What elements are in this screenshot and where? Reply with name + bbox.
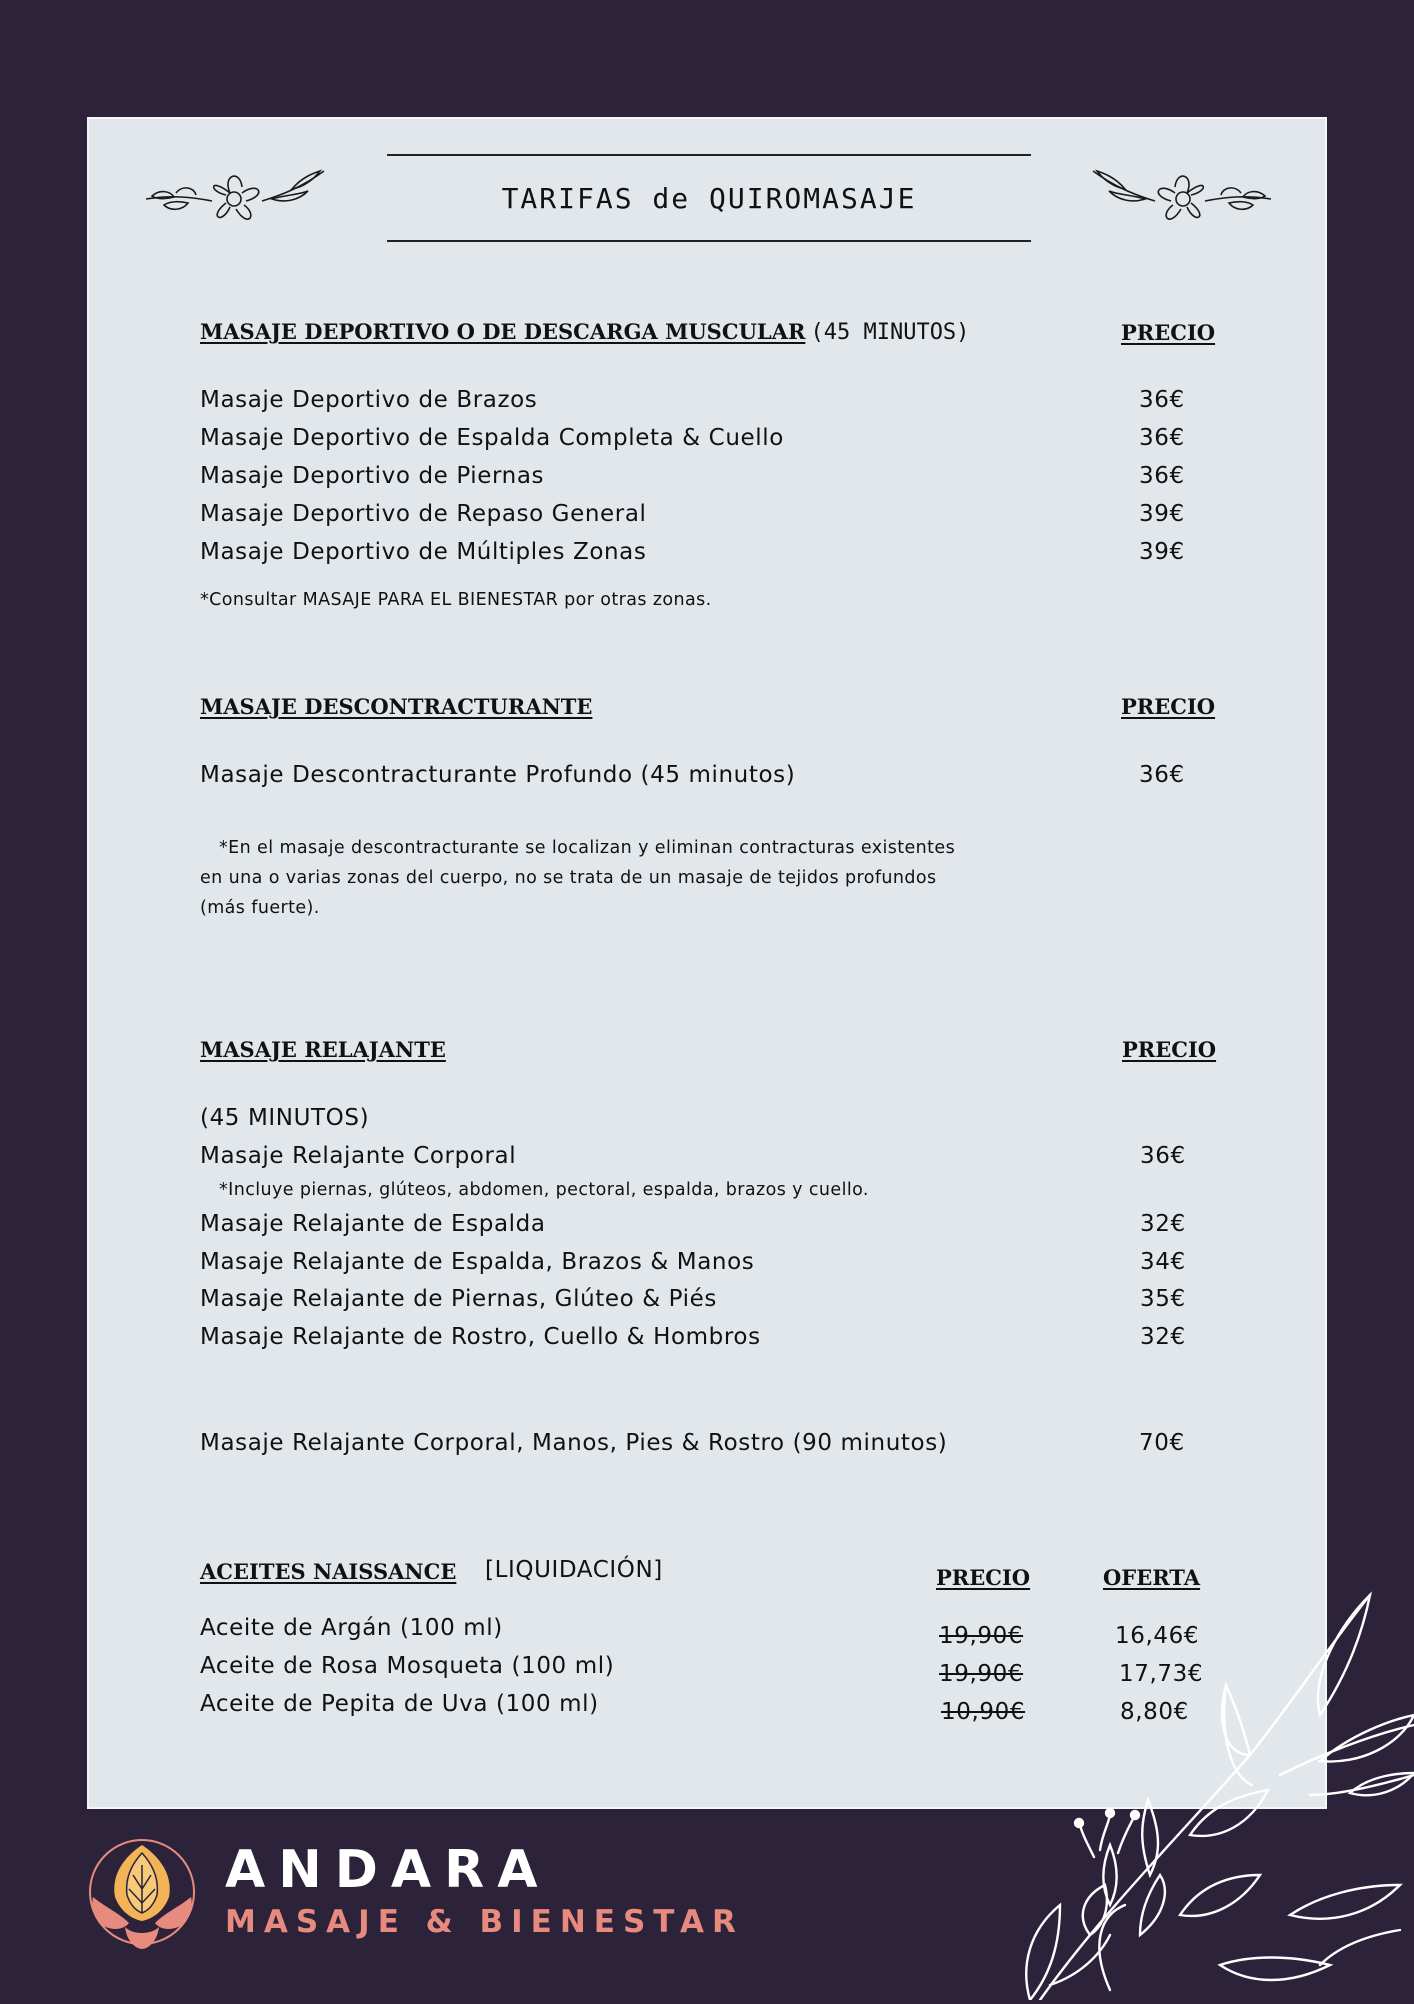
offer-price: 17,73€ [1119,1661,1204,1687]
section-note-line: *En el masaje descontracturante se localizan y eliminan contracturas existentes [219,838,956,858]
list-item: Aceite de Rosa Mosqueta (100 ml) [200,1653,615,1679]
section-heading: ACEITES NAISSANCE [200,1559,457,1584]
item-price: 39€ [1139,539,1185,565]
brand-name: ANDARA [225,1840,551,1900]
list-item: Masaje Relajante de Espalda [200,1211,546,1237]
title-box [387,154,1031,242]
price-list-card [87,117,1327,1809]
section-heading: MASAJE DEPORTIVO O DE DESCARGA MUSCULAR [200,319,806,344]
botanical-decoration-icon [990,1585,1414,2004]
price-column-header: PRECIO [1122,1037,1217,1062]
list-item: Masaje Relajante Corporal [200,1143,517,1169]
item-price: 36€ [1139,387,1185,413]
item-price: 32€ [1140,1211,1186,1237]
item-price: 34€ [1140,1249,1186,1275]
section-note-line: en una o varias zonas del cuerpo, no se trata de un masaje de tejidos profundos [200,868,937,888]
item-price: 35€ [1140,1286,1186,1312]
price-column-header: PRECIO [1121,320,1216,345]
offer-price: 8,80€ [1120,1699,1189,1725]
list-item: Masaje Relajante de Piernas, Glúteo & Piés [200,1286,717,1312]
list-item: Aceite de Argán (100 ml) [200,1615,503,1641]
item-price: 39€ [1139,501,1185,527]
item-price: 70€ [1139,1430,1185,1456]
page-title: TARIFAS de QUIROMASAJE [501,181,917,215]
section-heading: MASAJE RELAJANTE [200,1037,446,1062]
price-column-header: PRECIO [936,1565,1031,1590]
item-note: *Incluye piernas, glúteos, abdomen, pectoral, espalda, brazos y cuello. [219,1180,869,1200]
list-item: Masaje Descontracturante Profundo (45 minutos) [200,762,796,788]
section-deportivo-header [200,319,969,345]
flower-ornament-right-icon [1089,165,1275,233]
item-price: 36€ [1140,1143,1186,1169]
original-price: 10,90€ [941,1699,1026,1725]
list-item: Masaje Deportivo de Espalda Completa & Cuello [200,425,784,451]
section-duration: (45 MINUTOS) [810,320,970,345]
brand-logo-icon [85,1835,199,1957]
flower-ornament-left-icon [142,165,328,233]
section-duration: (45 MINUTOS) [200,1105,370,1131]
list-item: Masaje Deportivo de Piernas [200,463,545,489]
section-note-line: (más fuerte). [200,898,320,918]
original-price: 19,90€ [939,1623,1024,1649]
list-item: Aceite de Pepita de Uva (100 ml) [200,1691,599,1717]
item-price: 36€ [1139,762,1185,788]
item-price: 36€ [1139,425,1185,451]
item-price: 32€ [1140,1324,1186,1350]
list-item: Masaje Relajante de Rostro, Cuello & Hombros [200,1324,761,1350]
list-item: Masaje Deportivo de Repaso General [200,501,647,527]
item-price: 36€ [1139,463,1185,489]
list-item: Masaje Relajante Corporal, Manos, Pies & Rostro (90 minutos) [200,1430,948,1456]
original-price: 19,90€ [939,1661,1024,1687]
section-note: *Consultar MASAJE PARA EL BIENESTAR por otras zonas. [200,590,712,610]
list-item: Masaje Deportivo de Brazos [200,387,538,413]
brand-tagline: MASAJE & BIENESTAR [225,1904,744,1940]
price-column-header: PRECIO [1121,694,1216,719]
list-item: Masaje Deportivo de Múltiples Zonas [200,539,647,565]
section-heading: MASAJE DESCONTRACTURANTE [200,694,593,719]
section-tag: [LIQUIDACIÓN] [485,1557,663,1583]
list-item: Masaje Relajante de Espalda, Brazos & Manos [200,1249,755,1275]
offer-price: 16,46€ [1115,1623,1200,1649]
offer-column-header: OFERTA [1103,1565,1201,1590]
